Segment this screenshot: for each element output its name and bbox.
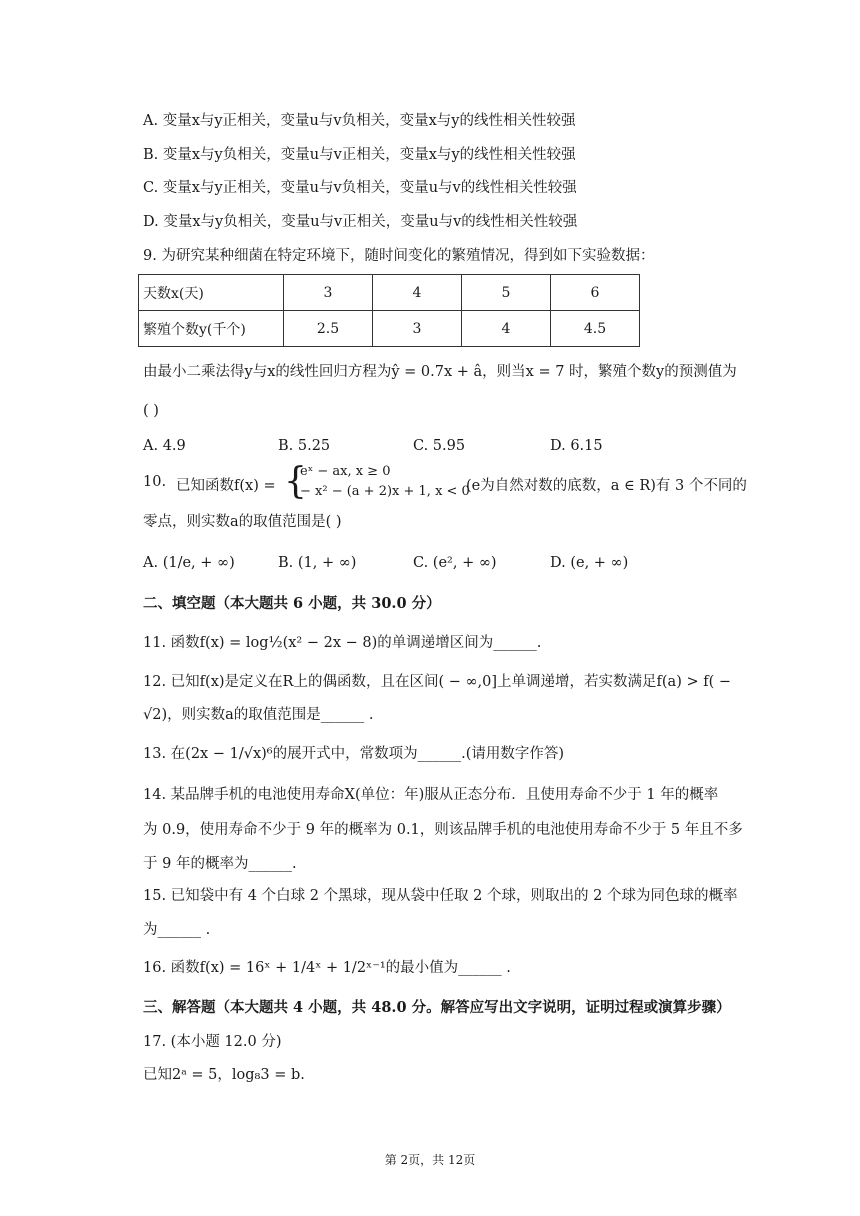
- q14-line1: 14. 某品牌手机的电池使用寿命X(单位：年)服从正态分布．且使用寿命不少于 1 年的概率: [143, 787, 719, 803]
- table-cell: 繁殖个数y(千个): [139, 311, 284, 347]
- table-cell: 2.5: [284, 311, 373, 347]
- q12-line2: √2)，则实数a的取值范围是______ .: [143, 707, 374, 723]
- q9-option-b: B. 5.25: [278, 438, 331, 454]
- q10-option-a: A. (1/e, + ∞): [143, 555, 235, 571]
- q12-line1: 12. 已知f(x)是定义在R上的偶函数，且在区间( − ∞,0]上单调递增，若实数满足f(a) > f( −: [143, 674, 732, 690]
- q10-option-d: D. (e, + ∞): [550, 555, 629, 571]
- q9-followup-line2: ( ): [143, 403, 159, 419]
- q9-data-table: [138, 274, 640, 347]
- piecewise-brace: {: [284, 461, 307, 502]
- table-row: [139, 311, 640, 347]
- table-cell: 天数x(天): [139, 275, 284, 311]
- q9-option-a: A. 4.9: [143, 438, 186, 454]
- table-cell: 4: [373, 275, 462, 311]
- q10-case2: − x² − (a + 2)x + 1, x < 0: [300, 484, 470, 499]
- section-heading-fill-in: 二、填空题（本大题共 6 小题，共 30.0 分）: [143, 595, 441, 612]
- q13: 13. 在(2x − 1/√x)⁶的展开式中，常数项为______.(请用数字作答): [143, 746, 565, 762]
- q8-option-c: C. 变量x与y正相关，变量u与v负相关，变量u与v的线性相关性较强: [143, 180, 577, 196]
- q9-option-d: D. 6.15: [550, 438, 603, 454]
- table-cell: 4.5: [551, 311, 640, 347]
- table-cell: 5: [462, 275, 551, 311]
- q10-line2: 零点，则实数a的取值范围是( ): [143, 514, 342, 530]
- q10-option-c: C. (e², + ∞): [413, 555, 497, 571]
- q14-line3: 于 9 年的概率为______.: [143, 856, 297, 872]
- q17-title: 17. (本小题 12.0 分): [143, 1034, 282, 1050]
- table-cell: 3: [373, 311, 462, 347]
- q10-options: [143, 553, 763, 573]
- q10-number: 10.: [143, 474, 167, 490]
- q16: 16. 函数f(x) = 16ˣ + 1/4ˣ + 1/2ˣ⁻¹的最小值为______ .: [143, 960, 511, 976]
- q9-options: [143, 436, 763, 456]
- table-cell: 4: [462, 311, 551, 347]
- q14-line2: 为 0.9，使用寿命不少于 9 年的概率为 0.1，则该品牌手机的电池使用寿命不少于 5 年且不多: [143, 822, 743, 838]
- table-cell: 6: [551, 275, 640, 311]
- q10-suffix: (e为自然对数的底数，a ∈ R)有 3 个不同的: [466, 478, 747, 494]
- q8-option-d: D. 变量x与y负相关，变量u与v正相关，变量u与v的线性相关性较强: [143, 214, 578, 230]
- q10-case1: eˣ − ax, x ≥ 0: [300, 464, 391, 479]
- q8-option-b: B. 变量x与y负相关，变量u与v正相关，变量x与y的线性相关性较强: [143, 147, 576, 163]
- q8-option-a: A. 变量x与y正相关，变量u与v负相关，变量x与y的线性相关性较强: [143, 113, 576, 129]
- q9-option-c: C. 5.95: [413, 438, 466, 454]
- table-cell: 3: [284, 275, 373, 311]
- q11: 11. 函数f(x) = log½(x² − 2x − 8)的单调递增区间为______.: [143, 635, 542, 651]
- q10-option-b: B. (1, + ∞): [278, 555, 357, 571]
- q15-line1: 15. 已知袋中有 4 个白球 2 个黑球，现从袋中任取 2 个球，则取出的 2 个球为同色球的概率: [143, 888, 738, 904]
- section-heading-solutions: 三、解答题（本大题共 4 小题，共 48.0 分。解答应写出文字说明，证明过程或演算步骤）: [143, 999, 731, 1016]
- q9-followup-line1: 由最小二乘法得y与x的线性回归方程为ŷ = 0.7x + â，则当x = 7 时，繁殖个数y的预测值为: [143, 364, 737, 380]
- page-footer: 第 2页，共 12页: [384, 1153, 476, 1167]
- table-row: [139, 275, 640, 311]
- q10-prefix: 已知函数f(x) =: [176, 478, 276, 494]
- q17-given: 已知2ᵃ = 5，log₈3 = b.: [143, 1067, 305, 1083]
- q15-line2: 为______ .: [143, 922, 211, 938]
- q10-stem: [143, 461, 763, 504]
- q9-stem: 9. 为研究某种细菌在特定环境下，随时间变化的繁殖情况，得到如下实验数据：: [143, 248, 655, 264]
